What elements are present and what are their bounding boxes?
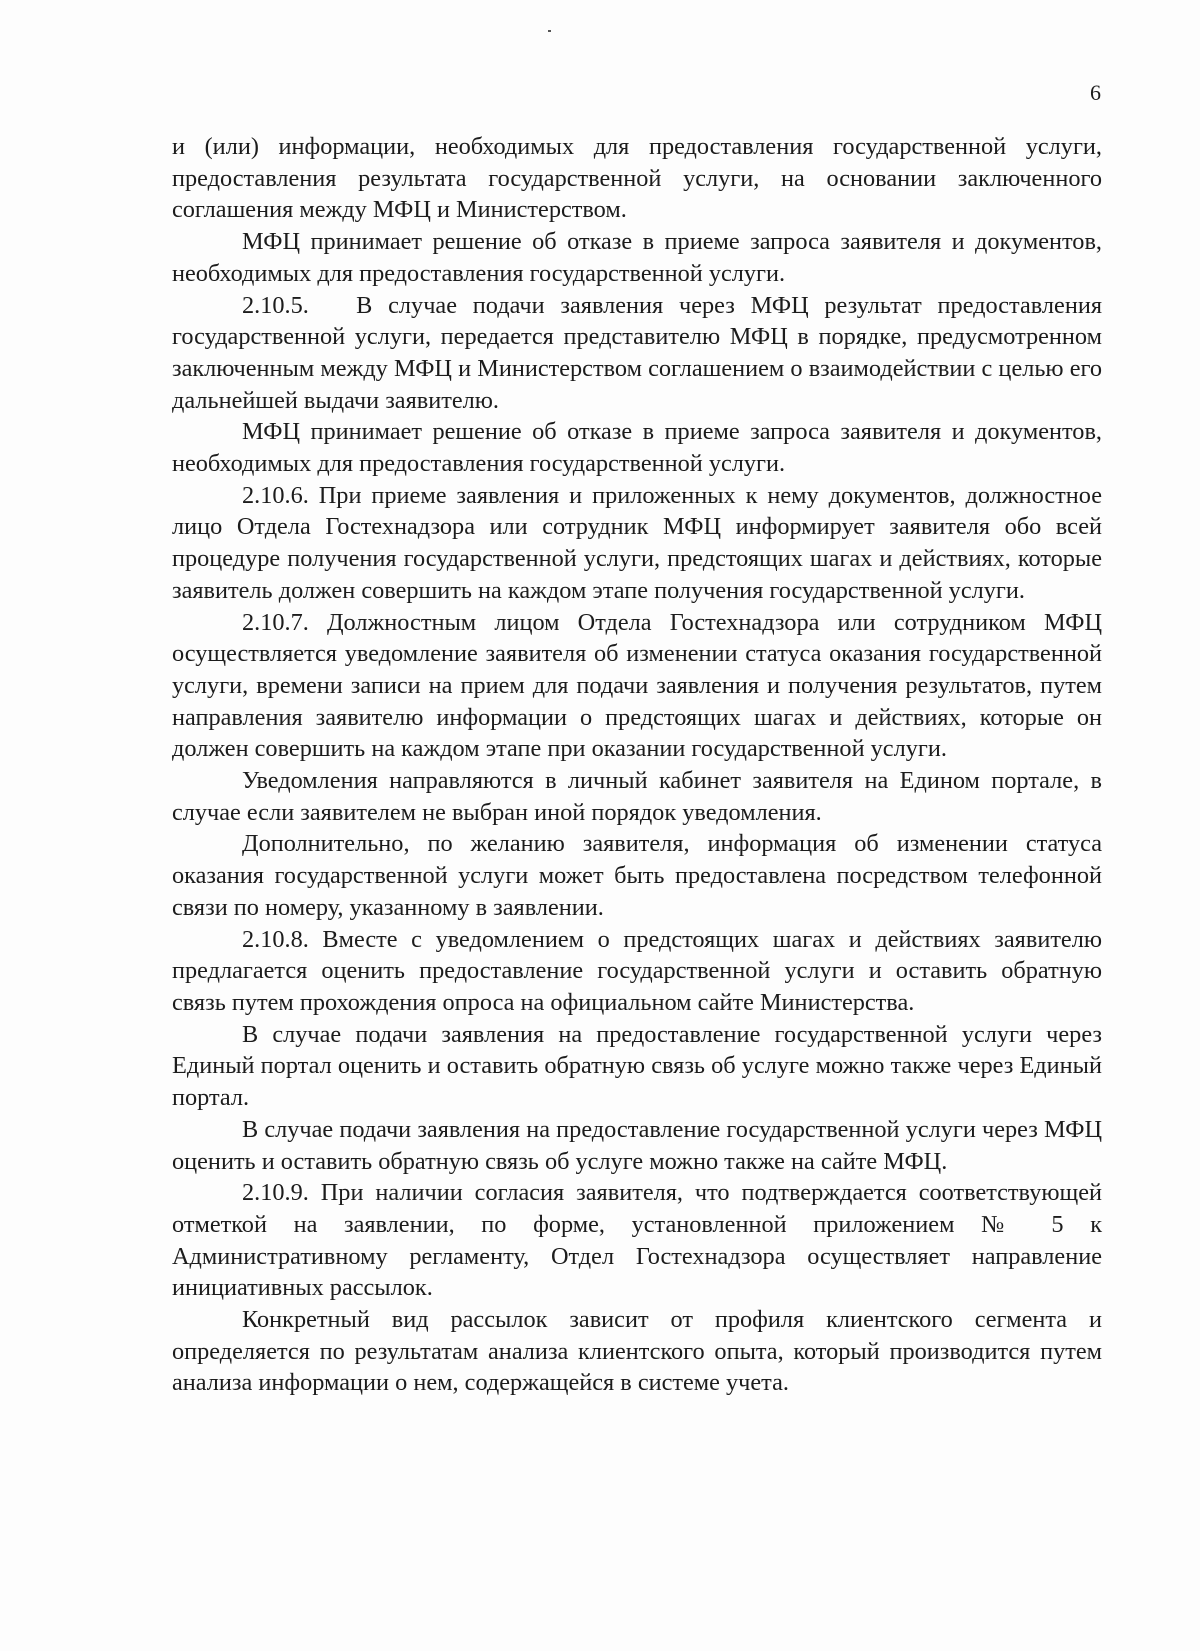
paragraph-2-10-7: 2.10.7. Должностным лицом Отдела Гостехнадзора или сотрудником МФЦ осуществляется уведомление заявителя об изменении статуса оказания государственной услуги, времени записи на прием для подачи заявления и получения результатов, путем направления заявителю информации о предстоящих шагах и действиях, которые он должен совершить на каждом этапе при оказании государственной услуги. [172, 608, 1102, 763]
document-body [172, 131, 1102, 1399]
paragraph: Конкретный вид рассылок зависит от профиля клиентского сегмента и определяется по результатам анализа клиентского опыта, который производится путем анализа информации о нем, содержащейся в системе учета. [172, 1306, 1102, 1397]
paragraph: Уведомления направляются в личный кабинет заявителя на Едином портале, в случае если заявителем не выбран иной порядок уведомления. [172, 767, 1102, 826]
paragraph-2-10-5: 2.10.5. В случае подачи заявления через МФЦ результат предоставления государственной услуги, передается представителю МФЦ в порядке, предусмотренном заключенным между МФЦ и Министерством соглашением о взаимодействии с целью его дальнейшей выдачи заявителю. [172, 291, 1102, 414]
paragraph: МФЦ принимает решение об отказе в приеме запроса заявителя и документов, необходимых для предоставления государственной услуги. [172, 228, 1102, 287]
page-number: 6 [1090, 80, 1101, 105]
paragraph: МФЦ принимает решение об отказе в приеме запроса заявителя и документов, необходимых для предоставления государственной услуги. [172, 418, 1102, 478]
paragraph-2-10-9: 2.10.9. При наличии согласия заявителя, что подтверждается соответствующей отметкой на заявлении, по форме, установленной приложением № 5 к Административному регламенту, Отдел Гостехнадзора осуществляет направление инициативных рассылок. [172, 1179, 1102, 1302]
paragraph: Дополнительно, по желанию заявителя, информация об изменении статуса оказания государственной услуги может быть предоставлена посредством телефонной связи по номеру, указанному в заявлении. [172, 830, 1102, 921]
paragraph-2-10-6: 2.10.6. При приеме заявления и приложенных к нему документов, должностное лицо Отдела Гостехнадзора или сотрудник МФЦ информирует заявителя обо всей процедуре получения государственной услуги, предстоящих шагах и действиях, которые заявитель должен совершить на каждом этапе получения государственной услуги. [172, 481, 1102, 604]
paragraph-2-10-8: 2.10.8. Вместе с уведомлением о предстоящих шагах и действиях заявителю предлагается оценить предоставление государственной услуги и оставить обратную связь путем прохождения опроса на официальном сайте Министерства. [172, 925, 1102, 1016]
scan-artifact-dot [548, 30, 551, 32]
paragraph: В случае подачи заявления на предоставление государственной услуги через МФЦ оценить и оставить обратную связь об услуге можно также на сайте МФЦ. [172, 1115, 1102, 1175]
paragraph: В случае подачи заявления на предоставление государственной услуги через Единый портал оценить и оставить обратную связь об услуге можно также через Единый портал. [172, 1020, 1102, 1112]
paragraph-continuation: и (или) информации, необходимых для предоставления государственной услуги, предоставления результата государственной услуги, на основании заключенного соглашения между МФЦ и Министерством. [172, 133, 1102, 224]
